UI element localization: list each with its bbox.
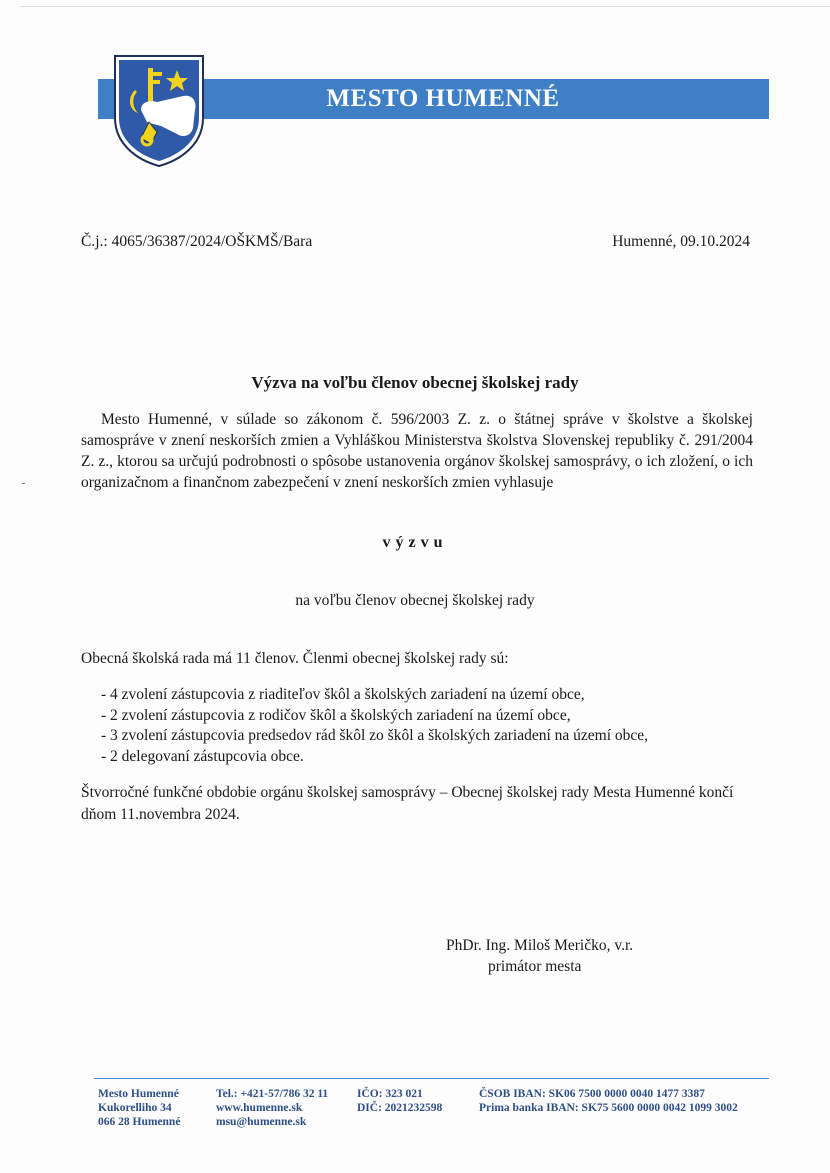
signer-name: PhDr. Ing. Miloš Meričko, v.r. — [446, 937, 634, 954]
footer-divider — [94, 1078, 769, 1079]
header-title: MESTO HUMENNÉ — [326, 85, 560, 112]
members-intro: Obecná školská rada má 11 členov. Členmi obecnej školskej rady sú: — [81, 650, 509, 667]
place-and-date: Humenné, 09.10.2024 — [612, 233, 750, 250]
call-subtitle: na voľbu členov obecnej školskej rady — [295, 592, 535, 609]
scan-mark — [22, 483, 25, 484]
members-list — [101, 685, 648, 767]
page-edge-line — [20, 6, 830, 7]
footer-website-link[interactable]: www.humenne.sk — [216, 1102, 303, 1114]
signer-role: primátor mesta — [488, 958, 582, 975]
humenne-coat-of-arms-icon — [111, 52, 207, 168]
footer-postcode: 066 28 Humenné — [98, 1116, 181, 1128]
footer-contact — [216, 1087, 328, 1129]
intro-paragraph — [81, 409, 753, 493]
document-title: Výzva na voľbu členov obecnej školskej rady — [251, 373, 579, 392]
intro-text: Mesto Humenné, v súlade so zákonom č. 596/2003 Z. z. o štátnej správe v školstve a školskej samospráve v znení neskorších zmien a Vyhláškou Ministerstva školstva Slovenskej republiky č. 291/2004 Z. z., ktorou sa určujú podrobnosti o spôsobe ustanovenia orgánov školskej samosprávy, o ich zložení, o ich organizačnom a finančnom zabezpečení v znení neskorších zmien vyhlasuje — [81, 411, 753, 491]
footer-phone: Tel.: +421-57/786 32 11 — [216, 1088, 329, 1100]
footer-bank — [479, 1087, 738, 1115]
footer-address — [98, 1087, 180, 1129]
list-item: - 2 zvolení zástupcovia z rodičov škôl a školských zariadení na území obce, — [101, 706, 571, 724]
list-item: - 4 zvolení zástupcovia z riaditeľov škôl a školských zariadení na území obce, — [101, 686, 585, 703]
call-heading: výzvu — [382, 534, 448, 551]
footer-iban-prima: Prima banka IBAN: SK75 5600 0000 0042 1099 3002 — [479, 1102, 738, 1114]
list-item: - 2 delegovaní zástupcovia obce. — [101, 747, 304, 765]
list-item: - 3 zvolení zástupcovia predsedov rád škôl zo škôl a školských zariadení na území obce, — [101, 727, 649, 744]
footer-street: Kukorelliho 34 — [98, 1102, 172, 1114]
term-end-paragraph: Štvorročné funkčné obdobie orgánu školskej samosprávy – Obecnej školskej rady Mesta Humenné končí dňom 11.novembra 2024. — [81, 784, 734, 823]
footer-iban-csob: ČSOB IBAN: SK06 7500 0000 0040 1477 3387 — [479, 1088, 705, 1100]
footer-email-link[interactable]: msu@humenne.sk — [216, 1116, 307, 1128]
footer-ids — [357, 1087, 442, 1115]
reference-number: Č.j.: 4065/36387/2024/OŠKMŠ/Bara — [81, 233, 313, 250]
footer-city-office: Mesto Humenné — [98, 1088, 179, 1100]
signature-block — [446, 935, 633, 977]
footer-ico: IČO: 323 021 — [357, 1088, 423, 1100]
footer-dic: DIČ: 2021232598 — [357, 1102, 443, 1114]
